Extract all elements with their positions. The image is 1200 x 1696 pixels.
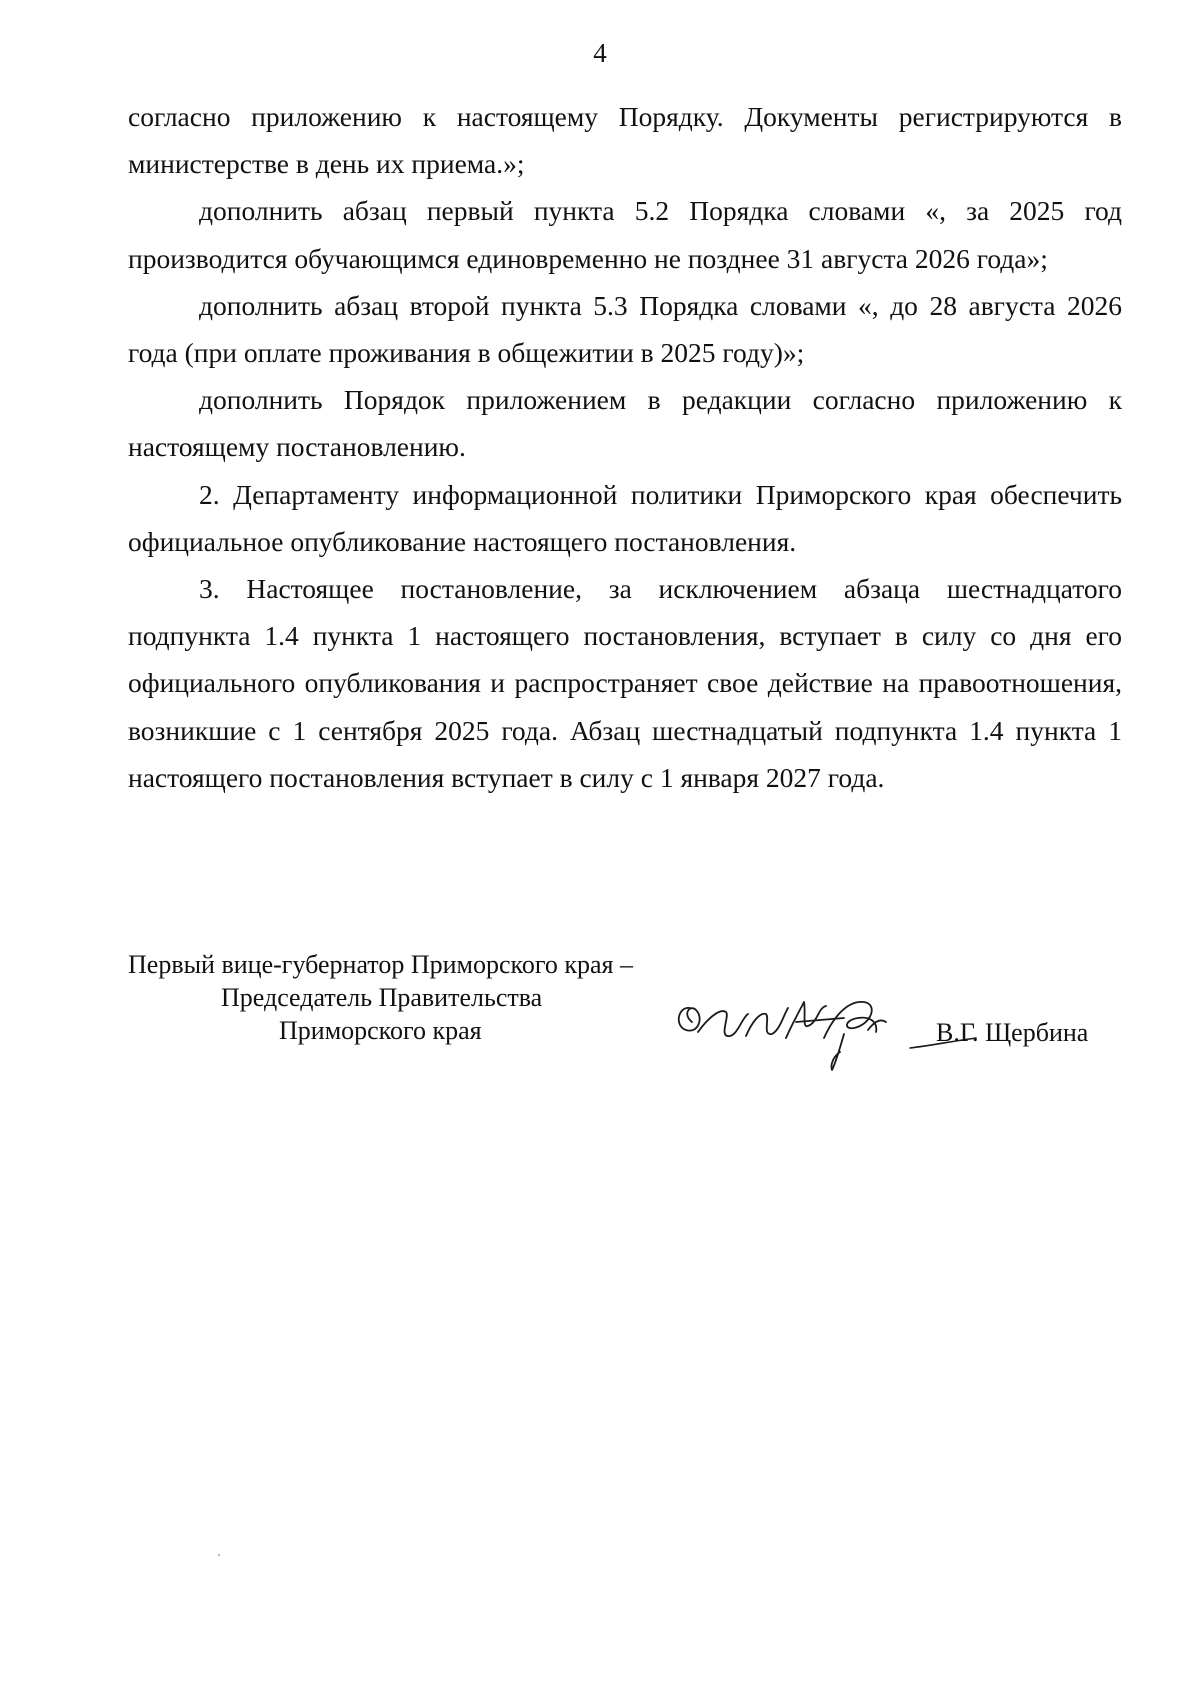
paragraph-item-2: 2. Департаменту информационной политики Приморского края обеспечить официальное опубликование настоящего постановления. [128,478,1122,557]
signatory-title-line-3: Приморского края [279,1016,482,1045]
paragraph-amendment-5-2: дополнить абзац первый пункта 5.2 Порядка словами «, за 2025 год производится обучающимся единовременно не позднее 31 августа 2026 года»; [128,195,1122,274]
signer-name: В.Г. Щербина [936,1018,1089,1047]
paragraph-amendment-5-3: дополнить абзац второй пункта 5.3 Порядка словами «, до 28 августа 2026 года (при оплате проживания в общежитии в 2025 году)»; [128,289,1122,369]
document-body [128,93,1122,801]
paragraph-item-3: 3. Настоящее постановление, за исключением абзаца шестнадцатого подпункта 1.4 пункта 1 настоящего постановления, вступает в силу со дня его официального опубликования и распространяет свое действие на правоотношения, возникшие с 1 сентября 2025 года. Абзац шестнадцатый подпункта 1.4 пункта 1 настоящего постановления вступает в силу с 1 января 2027 года. [128,573,1122,793]
signatory-title-line-2: Председатель Правительства [221,983,543,1012]
signatory-title-line-1: Первый вице-губернатор Приморского края – [128,950,633,979]
scan-artifact [218,1554,220,1556]
signatory-title [128,948,633,1047]
paragraph-amendment-appendix: дополнить Порядок приложением в редакции согласно приложению к настоящему постановлению. [128,384,1122,463]
page-number: 4 [593,38,607,68]
handwritten-signature [668,978,908,1078]
paragraph-continuation: согласно приложению к настоящему Порядку. Документы регистрируются в министерстве в день их приема.»; [128,101,1122,180]
